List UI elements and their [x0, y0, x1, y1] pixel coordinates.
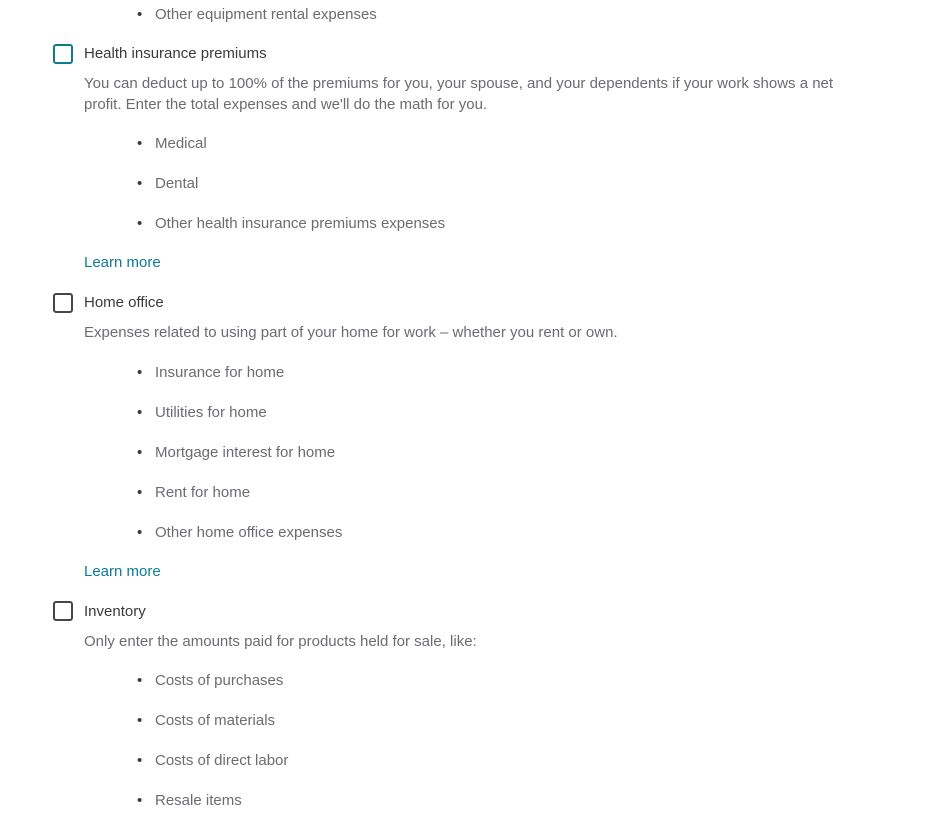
section-description: You can deduct up to 100% of the premiums for you, your spouse, and your dependents if your work shows a net profit. Enter the total expenses and we'll do the math for you. — [84, 75, 834, 113]
inventory-body — [84, 632, 896, 812]
health-insurance-premiums-bullet-list — [84, 133, 896, 234]
list-item: • Other equipment rental expenses — [84, 4, 896, 25]
health-insurance-premiums-checkbox-row — [53, 43, 896, 64]
list-item: • Costs of purchases — [84, 670, 896, 691]
list-item: • Rent for home — [84, 482, 896, 503]
home-office-checkbox-row — [53, 292, 896, 313]
list-item: • Utilities for home — [84, 402, 896, 423]
list-item: • Resale items — [84, 790, 896, 811]
list-item: • Costs of materials — [84, 710, 896, 731]
health-insurance-premiums-body — [84, 74, 896, 273]
equipment-rental-bullet-list — [84, 4, 896, 25]
section-inventory — [53, 601, 896, 812]
home-office-body — [84, 323, 896, 582]
health-insurance-premiums-label[interactable]: Health insurance premiums — [84, 45, 267, 62]
section-description: Only enter the amounts paid for products held for sale, like: — [84, 632, 477, 650]
inventory-checkbox[interactable] — [53, 601, 73, 621]
inventory-checkbox-row — [53, 601, 896, 622]
section-description: Expenses related to using part of your home for work – whether you rent or own. — [84, 324, 618, 341]
list-item: • Other health insurance premiums expenses — [84, 213, 896, 234]
expense-categories-page — [0, 4, 936, 811]
home-office-label[interactable]: Home office — [84, 294, 164, 311]
health-insurance-premiums-checkbox[interactable] — [53, 44, 73, 64]
list-item: • Dental — [84, 173, 896, 194]
learn-more-link[interactable]: Learn more — [84, 254, 161, 271]
list-item: • Costs of direct labor — [84, 750, 896, 771]
learn-more-link[interactable]: Learn more — [84, 562, 161, 580]
section-home-office — [53, 292, 896, 582]
home-office-bullet-list — [84, 362, 896, 543]
list-item: • Mortgage interest for home — [84, 442, 896, 463]
list-item: • Insurance for home — [84, 362, 896, 383]
list-item: • Other home office expenses — [84, 522, 896, 543]
list-item: • Medical — [84, 133, 896, 154]
inventory-bullet-list — [84, 670, 896, 811]
inventory-label[interactable]: Inventory — [84, 602, 146, 620]
home-office-checkbox[interactable] — [53, 293, 73, 313]
section-health-insurance-premiums — [53, 43, 896, 273]
